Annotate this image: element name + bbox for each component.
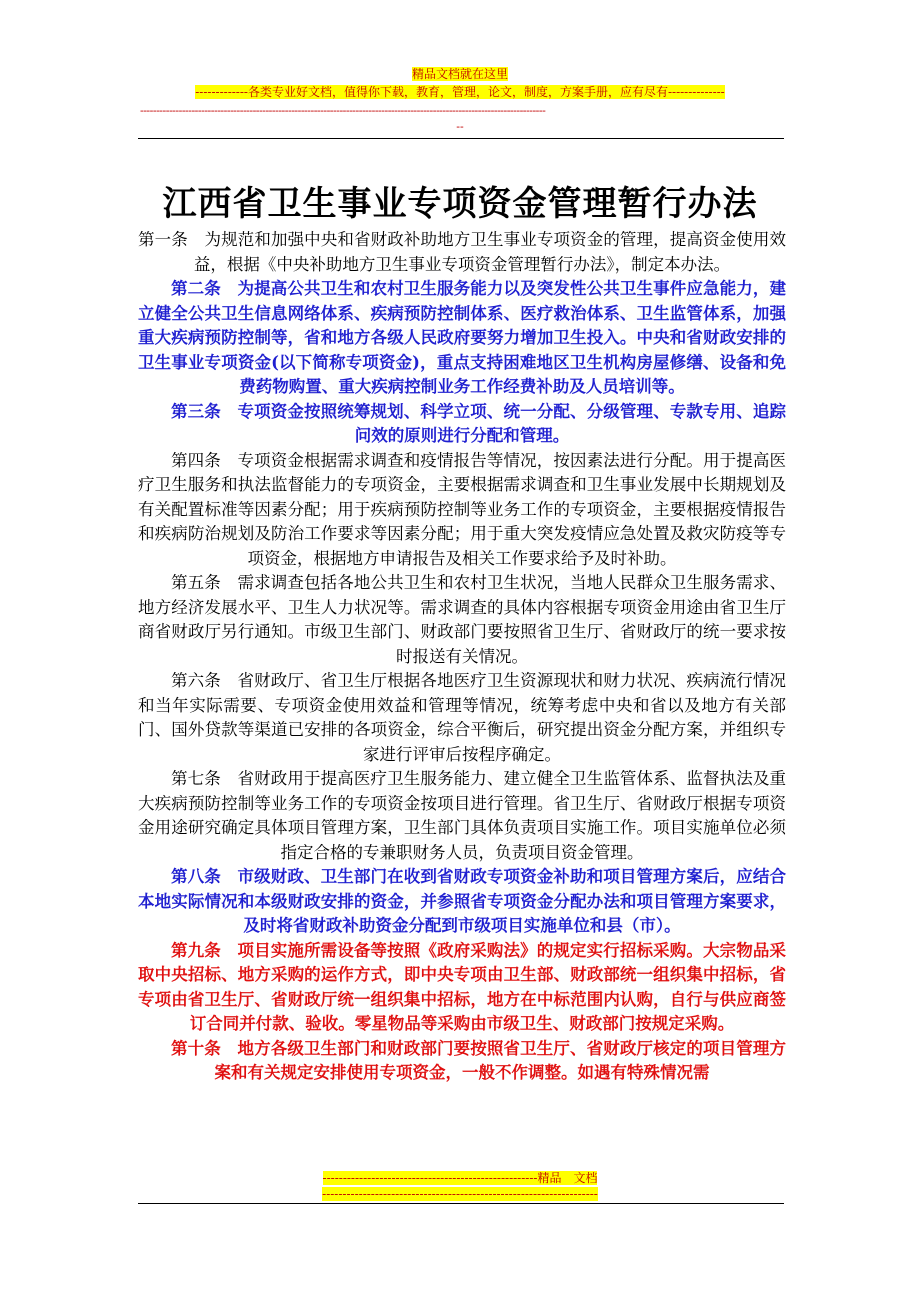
article-7: 第七条 省财政用于提高医疗卫生服务能力、建立健全卫生监管体系、监督执法及重大疾病预防控制等业务工作的专项资金按项目进行管理。省卫生厅、省财政厅根据专项资金用途研究确定具体项目管理方案，卫生部门具体负责项目实施工作。项目实施单位必须指定合格的专兼职财务人员，负责项目资金管理。	[138, 769, 786, 862]
article-8: 第八条 市级财政、卫生部门在收到省财政专项资金补助和项目管理方案后，应结合本地实际情况和本级财政安排的资金，并参照省专项资金分配办法和项目管理方案要求，及时将省财政补助资金分配到市级项目实施单位和县（市）。	[138, 867, 786, 935]
article-10: 第十条 地方各级卫生部门和财政部门要按照省卫生厅、省财政厅核定的项目管理方案和有关规定安排使用专项资金，一般不作调整。如遇有特殊情况需	[171, 1038, 786, 1082]
header-tagline-text: 精品文档就在这里	[411, 67, 508, 81]
top-divider	[138, 138, 784, 139]
article-6: 第六条 省财政厅、省卫生厅根据各地医疗卫生资源现状和财力状况、疾病流行情况和当年实际需要、专项资金使用效益和管理等情况，统筹考虑中央和省以及地方有关部门、国外贷款等渠道已安排的各项资金，综合平衡后，研究提出资金分配方案，并组织专家进行评审后按程序确定。	[138, 671, 786, 764]
document-body	[138, 228, 786, 1086]
article-3: 第三条 专项资金按照统筹规划、科学立项、统一分配、分级管理、专款专用、追踪问效的原则进行分配和管理。	[171, 401, 786, 445]
bottom-divider	[138, 1203, 784, 1204]
header-tagline	[0, 66, 920, 82]
header-dash-tail: --	[456, 120, 464, 133]
footer-line	[0, 1170, 920, 1186]
header-banner-text: -------------各类专业好文档，值得你下载，教育，管理，论文，制度，方案手册，应有尽有--------------	[195, 85, 725, 99]
header-banner	[0, 84, 920, 100]
article-4: 第四条 专项资金根据需求调查和疫情报告等情况，按因素法进行分配。用于提高医疗卫生服务和执法监督能力的专项资金，主要根据需求调查和卫生事业发展中长期规划及有关配置标准等因素分配；用于疾病预防控制等业务工作的专项资金，主要根据疫情报告和疾病防治规划及防治工作要求等因素分配；用于重大突发疫情应急处置及救灾防疫等专项资金，根据地方申请报告及相关工作要求给予及时补助。	[138, 450, 786, 568]
document-title: 江西省卫生事业专项资金管理暂行办法	[162, 183, 758, 224]
article-1: 第一条 为规范和加强中央和省财政补助地方卫生事业专项资金的管理，提高资金使用效益，根据《中央补助地方卫生事业专项资金管理暂行办法》，制定本办法。	[138, 230, 786, 274]
article-9: 第九条 项目实施所需设备等按照《政府采购法》的规定实行招标采购。大宗物品采取中央招标、地方采购的运作方式，即中央专项由卫生部、财政部统一组织集中招标，省专项由省卫生厅、省财政厅统一组织集中招标，地方在中标范围内认购，自行与供应商签订合同并付款、验收。零星物品等采购由市级卫生、财政部门按规定采购。	[138, 940, 786, 1033]
header-dash-row: ------------------------------------------------------------------------------------------------------------------------------	[140, 104, 546, 117]
article-5: 第五条 需求调查包括各地公共卫生和农村卫生状况，当地人民群众卫生服务需求、地方经济发展水平、卫生人力状况等。需求调查的具体内容根据专项资金用途由省卫生厅商省财政厅另行通知。市级卫生部门、财政部门要按照省卫生厅、省财政厅的统一要求按时报送有关情况。	[138, 573, 786, 666]
footer-dash-text: --------------------------------------------------------------------	[322, 1187, 598, 1201]
footer-dash-row	[0, 1187, 920, 1201]
footer-line-text: -----------------------------------------------------精品 文档	[322, 1171, 598, 1185]
article-2: 第二条 为提高公共卫生和农村卫生服务能力以及突发性公共卫生事件应急能力，建立健全公共卫生信息网络体系、疾病预防控制体系、医疗救治体系、卫生监管体系，加强重大疾病预防控制等，省和地方各级人民政府要努力增加卫生投入。中央和省财政安排的卫生事业专项资金(以下简称专项资金)，重点支持困难地区卫生机构房屋修缮、设备和免费药物购置、重大疾病控制业务工作经费补助及人员培训等。	[138, 279, 786, 396]
